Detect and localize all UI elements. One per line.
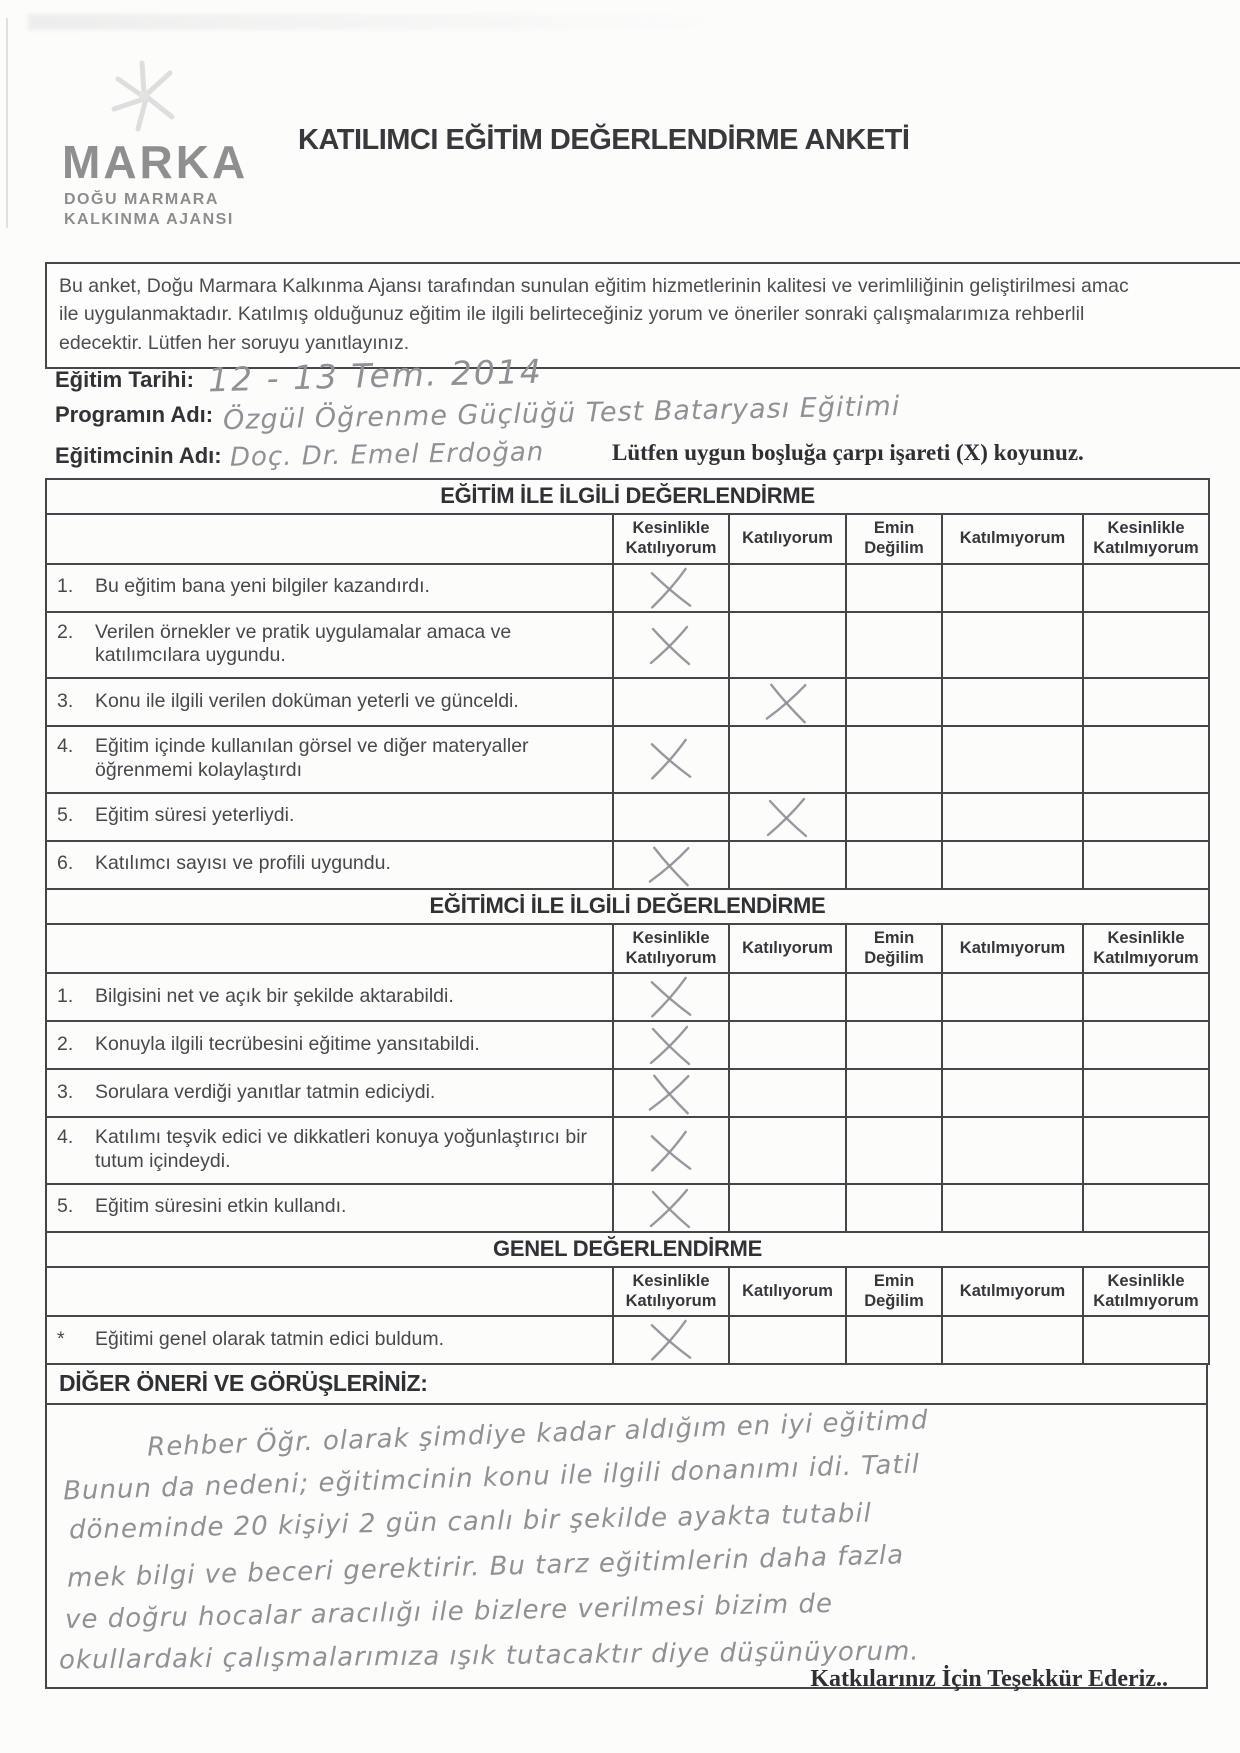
x-mark-icon — [643, 974, 700, 1022]
handwritten-comment-line: döneminde 20 kişiyi 2 gün canlı bir şekilde ayakta tutabil — [68, 1499, 873, 1546]
question-text: Eğitim süresi yeterliydi. — [95, 804, 295, 827]
question-number: 5. — [57, 1195, 74, 1218]
question-column-header — [46, 1267, 613, 1317]
x-mark-icon — [644, 624, 698, 668]
rating-cell — [942, 1021, 1083, 1069]
field-program-name — [55, 390, 901, 437]
rating-cell — [729, 564, 846, 612]
logo-subtitle-1: DOĞU MARMARA — [64, 191, 219, 208]
x-mark-icon — [643, 565, 700, 613]
rating-cell — [846, 1316, 942, 1364]
question-cell — [46, 973, 613, 1021]
x-mark-icon — [759, 679, 816, 727]
intro-line: ile uygulanmaktadır. Katılmış olduğunuz eğitim ile ilgili belirteceğiniz yorum ve öneriler sonraki çalışmalarımıza rehberlil — [59, 303, 1085, 326]
rating-cell — [729, 1069, 846, 1117]
section-title: GENEL DEĞERLENDİRME — [46, 1232, 1209, 1267]
rating-cell — [729, 973, 846, 1021]
footer-thanks: Katkılarınız İçin Teşekkür Ederiz.. — [810, 1666, 1168, 1692]
rating-cell — [613, 564, 729, 612]
rating-cell — [942, 841, 1083, 889]
question-cell — [46, 678, 613, 726]
rating-cell — [613, 1184, 729, 1232]
rating-option-header: Kesinlikle Katılmıyorum — [1083, 924, 1209, 974]
rating-cell — [613, 726, 729, 793]
scan-edge-artifact — [6, 18, 8, 228]
question-number: 6. — [57, 852, 74, 875]
question-number: 1. — [57, 984, 74, 1007]
page-title: KATILIMCI EĞİTİM DEĞERLENDİRME ANKETİ — [298, 124, 910, 156]
field-trainer-name — [55, 437, 545, 473]
rating-cell — [1083, 726, 1209, 793]
rating-cell — [729, 612, 846, 679]
rating-option-header: Katılmıyorum — [942, 514, 1083, 564]
question-cell — [46, 1117, 613, 1184]
handwritten-comment-line: mek bilgi ve beceri gerektirir. Bu tarz eğitimlerin daha fazla — [66, 1540, 905, 1595]
x-mark-icon — [761, 796, 815, 840]
question-number: 4. — [57, 1126, 74, 1149]
comments-section-title: DİĞER ÖNERİ VE GÖRÜŞLERİNİZ: — [45, 1365, 1208, 1405]
rating-cell — [942, 973, 1083, 1021]
question-text: Eğitim içinde kullanılan görsel ve diğer materyaller öğrenmemi kolaylaştırdı — [95, 735, 529, 781]
question-number: 2. — [57, 1032, 74, 1055]
x-mark-icon — [644, 1024, 698, 1068]
question-text: Katılımcı sayısı ve profili uygundu. — [95, 852, 391, 875]
handwritten-trainer-value: Doç. Dr. Emel Erdoğan — [229, 437, 545, 473]
rating-option-header: Kesinlikle Katılıyorum — [613, 514, 729, 564]
field-label-date: Eğitim Tarihi: — [55, 367, 194, 392]
rating-cell — [729, 726, 846, 793]
marking-instruction: Lütfen uygun boşluğa çarpı işareti (X) koyunuz. — [612, 440, 1084, 465]
rating-cell — [613, 1316, 729, 1364]
rating-option-header: Emin Değilim — [846, 514, 942, 564]
rating-cell — [846, 1021, 942, 1069]
logo-name: MARKA — [62, 136, 249, 188]
rating-option-header: Kesinlikle Katılıyorum — [613, 924, 729, 974]
field-training-date — [55, 351, 544, 400]
question-cell — [46, 1184, 613, 1232]
question-number: 3. — [57, 689, 74, 712]
question-text: Bu eğitim bana yeni bilgiler kazandırdı. — [95, 575, 430, 598]
rating-cell — [1083, 973, 1209, 1021]
x-mark-icon — [643, 1318, 700, 1366]
field-label-trainer: Eğitimcinin Adı: — [55, 443, 222, 468]
rating-cell — [942, 1184, 1083, 1232]
question-text: Bilgisini net ve açık bir şekilde aktarabildi. — [95, 984, 454, 1007]
rating-cell — [1083, 793, 1209, 841]
logo-subtitle-2: KALKINMA AJANSI — [64, 211, 234, 228]
rating-cell — [1083, 1316, 1209, 1364]
section-title: EĞİTİM İLE İLGİLİ DEĞERLENDİRME — [46, 479, 1209, 514]
rating-cell — [613, 678, 729, 726]
question-cell — [46, 1069, 613, 1117]
rating-option-header: Katılmıyorum — [942, 1267, 1083, 1317]
question-number: * — [57, 1328, 65, 1351]
handwritten-comment-line: ve doğru hocalar aracılığı ile bizlere verilmesi bizim de — [64, 1589, 834, 1636]
rating-cell — [729, 793, 846, 841]
rating-cell — [1083, 841, 1209, 889]
rating-cell — [613, 1117, 729, 1184]
rating-cell — [1083, 564, 1209, 612]
rating-option-header: Emin Değilim — [846, 1267, 942, 1317]
question-number: 4. — [57, 735, 74, 758]
rating-cell — [729, 1021, 846, 1069]
question-text: Sorulara verdiği yanıtlar tatmin ediciydi. — [95, 1080, 436, 1103]
rating-cell — [613, 973, 729, 1021]
rating-cell — [942, 1316, 1083, 1364]
question-text: Konu ile ilgili verilen doküman yeterli ve günceldi. — [95, 689, 519, 712]
question-number: 3. — [57, 1080, 74, 1103]
rating-option-header: Kesinlikle Katılmıyorum — [1083, 1267, 1209, 1317]
question-text: Eğitim süresini etkin kullandı. — [95, 1195, 347, 1218]
rating-cell — [729, 841, 846, 889]
question-number: 5. — [57, 804, 74, 827]
rating-option-header: Kesinlikle Katılıyorum — [613, 1267, 729, 1317]
rating-cell — [846, 612, 942, 679]
question-cell — [46, 612, 613, 679]
rating-option-header: Katılıyorum — [729, 1267, 846, 1317]
question-text: Verilen örnekler ve pratik uygulamalar amaca ve katılımcılara uygundu. — [95, 620, 512, 667]
handwritten-comment-line: Bunun da nedeni; eğitimcinin konu ile ilgili donanımı idi. Tatil — [62, 1450, 921, 1507]
rating-cell — [942, 726, 1083, 793]
rating-cell — [729, 1117, 846, 1184]
intro-line: edecektir. Lütfen her soruyu yanıtlayınız. — [59, 331, 410, 354]
handwritten-date-value: 12 - 13 Tem. 2014 — [207, 351, 544, 400]
rating-cell — [846, 793, 942, 841]
question-cell — [46, 564, 613, 612]
rating-cell — [942, 612, 1083, 679]
rating-cell — [613, 841, 729, 889]
rating-cell — [1083, 678, 1209, 726]
rating-option-header: Katılıyorum — [729, 514, 846, 564]
rating-cell — [846, 726, 942, 793]
rating-cell — [942, 678, 1083, 726]
question-text: Eğitimi genel olarak tatmin edici buldum. — [95, 1328, 445, 1351]
rating-cell — [613, 612, 729, 679]
scan-smudge — [28, 14, 768, 30]
comments-area — [45, 1405, 1208, 1689]
question-cell — [46, 1316, 613, 1364]
question-text: Katılımı teşvik edici ve dikkatleri konuya yoğunlaştırıcı bir tutum içindeydi. — [95, 1126, 588, 1173]
rating-cell — [846, 1069, 942, 1117]
rating-cell — [1083, 1069, 1209, 1117]
question-cell — [46, 726, 613, 793]
rating-cell — [846, 841, 942, 889]
handwritten-comment-line: okullardaki çalışmalarımıza ışık tutacaktır diye düşünüyorum. — [58, 1636, 920, 1676]
rating-option-header: Katılmıyorum — [942, 924, 1083, 974]
question-cell — [46, 793, 613, 841]
rating-table-body — [46, 479, 1209, 1364]
evaluation-table-wrap — [45, 478, 1208, 1689]
intro-line: Bu anket, Doğu Marmara Kalkınma Ajansı tarafından sunulan eğitim hizmetlerinin kalitesi ve verimliliğinin geliştirilmesi amac — [59, 275, 1129, 297]
rating-cell — [846, 678, 942, 726]
rating-option-header: Kesinlikle Katılmıyorum — [1083, 514, 1209, 564]
question-column-header — [46, 924, 613, 974]
rating-cell — [613, 1069, 729, 1117]
rating-cell — [846, 973, 942, 1021]
rating-cell — [1083, 1184, 1209, 1232]
rating-option-header: Katılıyorum — [729, 924, 846, 974]
rating-cell — [729, 1184, 846, 1232]
x-mark-icon — [643, 1070, 700, 1118]
x-mark-icon — [643, 1128, 700, 1176]
rating-cell — [613, 793, 729, 841]
rating-cell — [942, 1069, 1083, 1117]
rating-cell — [1083, 1021, 1209, 1069]
field-label-program: Programın Adı: — [55, 402, 214, 427]
rating-cell — [613, 1021, 729, 1069]
marka-logo-star-icon — [102, 57, 186, 135]
rating-cell — [729, 1316, 846, 1364]
question-text: Konuyla ilgili tecrübesini eğitime yansıtabildi. — [95, 1032, 480, 1055]
rating-cell — [942, 564, 1083, 612]
question-cell — [46, 841, 613, 889]
question-number: 1. — [57, 575, 74, 598]
rating-cell — [846, 564, 942, 612]
question-number: 2. — [57, 620, 74, 643]
rating-cell — [1083, 612, 1209, 679]
rating-cell — [942, 1117, 1083, 1184]
rating-cell — [729, 678, 846, 726]
rating-table — [45, 478, 1210, 1365]
x-mark-icon — [643, 737, 700, 785]
question-cell — [46, 1021, 613, 1069]
handwritten-program-value: Özgül Öğrenme Güçlüğü Test Bataryası Eğitimi — [222, 390, 901, 437]
intro-box — [45, 262, 1240, 369]
x-mark-icon — [644, 1187, 698, 1231]
rating-option-header: Emin Değilim — [846, 924, 942, 974]
x-mark-icon — [643, 842, 700, 890]
section-title: EĞİTİMCİ İLE İLGİLİ DEĞERLENDİRME — [46, 889, 1209, 924]
question-column-header — [46, 514, 613, 564]
rating-cell — [846, 1117, 942, 1184]
rating-cell — [942, 793, 1083, 841]
rating-cell — [846, 1184, 942, 1232]
rating-cell — [1083, 1117, 1209, 1184]
handwritten-comment-line: Rehber Öğr. olarak şimdiye kadar aldığım en iyi eğitimd — [146, 1405, 929, 1464]
